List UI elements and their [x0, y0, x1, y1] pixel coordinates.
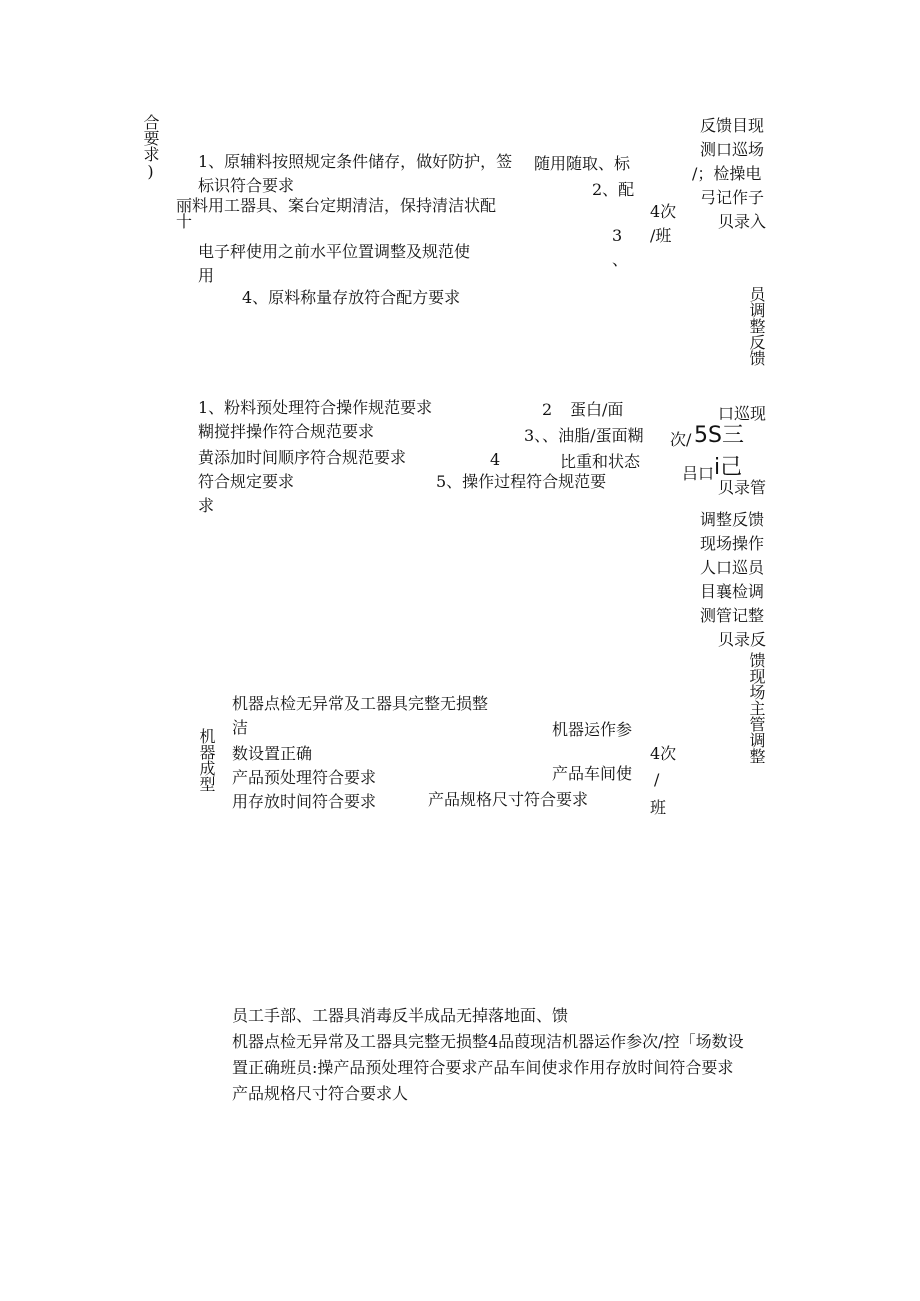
- section1-col3-line: 2、配: [592, 180, 635, 199]
- section2-line: 糊搅拌操作符合规范要求: [198, 422, 375, 441]
- section3-line: 机器点检无异常及工器具完整无损整: [232, 694, 489, 713]
- section1-line: 标识符合要求: [198, 176, 295, 195]
- section1-col3-line: 、: [612, 250, 629, 269]
- section2-col3-line: 3、、油脂/蛋面糊: [524, 426, 644, 445]
- section2-col5-line: 现场操作: [700, 534, 765, 553]
- section2-col5-line: 测管记整: [700, 606, 765, 625]
- footer-line: 产品规格尺寸符合要求人: [232, 1084, 409, 1103]
- footer-line: 员工手部、工器具消毒反半成品无掉落地面、馈: [232, 1006, 569, 1025]
- section2-col4-line: i己: [714, 455, 743, 480]
- section1-frequency: /班: [650, 226, 672, 245]
- section3-frequency: /: [654, 770, 660, 789]
- section2-col4-line: 次/: [670, 430, 692, 449]
- section1-col3-line: 3: [612, 226, 623, 245]
- section3-line: 产品预处理符合要求: [232, 768, 377, 787]
- section2-col3-line: 2: [542, 400, 553, 419]
- footer-line: 机器点检无异常及工器具完整无损整4品葭现洁机器运作参次/控「场数设: [232, 1032, 744, 1051]
- section2-col4-line: 贝录管: [718, 478, 767, 497]
- section2-col4-line: 吕口: [682, 464, 715, 483]
- section1-side-label: 合要求): [141, 114, 160, 181]
- section3-line: 数设置正确: [232, 744, 313, 763]
- section1-col5-line: /；检操电: [692, 164, 762, 183]
- section3-line: 洁: [232, 718, 249, 737]
- section3-line: 用存放时间符合要求: [232, 792, 377, 811]
- section1-line: 丽料用工器具、案台定期清洁，保持清洁状配: [176, 196, 497, 215]
- section2-col3-line: 蛋白/面: [570, 400, 624, 419]
- section3-col3-line: 机器运作参: [552, 720, 633, 739]
- section2-col5-line: 贝录反: [718, 630, 767, 649]
- section1-col5-vertical: 员调整反馈: [747, 286, 766, 366]
- section1-line: 电子秤使用之前水平位置调整及规范使: [198, 242, 471, 261]
- section2-col3-line: 5、操作过程符合规范要: [436, 472, 607, 491]
- section1-col5-line: 弓记作子: [700, 188, 765, 207]
- section3-frequency: 4次: [650, 744, 677, 763]
- section2-line: 黄添加时间顺序符合规范要求: [198, 448, 407, 467]
- section2-col5-line: 目襄检调: [700, 582, 765, 601]
- section1-col5-line: 贝录入: [718, 212, 767, 231]
- section3-frequency: 班: [650, 798, 667, 817]
- section1-col5-line: 反馈目现: [700, 116, 765, 135]
- section2-col3-line: 4: [490, 450, 501, 469]
- footer-line: 置正确班员:操产品预处理符合要求产品车间使求作用存放时间符合要求: [232, 1058, 734, 1077]
- section2-line: 求: [198, 496, 215, 515]
- section1-line: 用: [198, 266, 215, 285]
- section1-col3-line: 随用随取、标: [534, 154, 631, 173]
- section2-col4-line: 5S三: [694, 423, 744, 448]
- section2-col5-line: 调整反馈: [700, 510, 765, 529]
- section3-side-label: 机器成型: [197, 728, 216, 792]
- section2-line: 符合规定要求: [198, 472, 295, 491]
- section1-col5-line: 测口巡场: [700, 140, 765, 159]
- section3-col3-line: 产品车间使: [552, 764, 633, 783]
- section1-line: 1、原辅料按照规定条件储存，做好防护，签: [198, 152, 513, 171]
- section2-col3-line: 比重和状态: [560, 452, 641, 471]
- section2-col5-vertical: 馈现场主管调整: [747, 652, 766, 764]
- section2-line: 1、粉料预处理符合操作规范要求: [198, 398, 433, 417]
- section1-frequency: 4次: [650, 202, 677, 221]
- section1-line: 十: [176, 212, 193, 231]
- section1-line: 4、原料称量存放符合配方要求: [242, 288, 461, 307]
- section3-col3-line: 产品规格尺寸符合要求: [428, 790, 589, 809]
- section2-col5-line: 人口巡员: [700, 558, 765, 577]
- section2-col4-line: 口巡现: [718, 404, 767, 423]
